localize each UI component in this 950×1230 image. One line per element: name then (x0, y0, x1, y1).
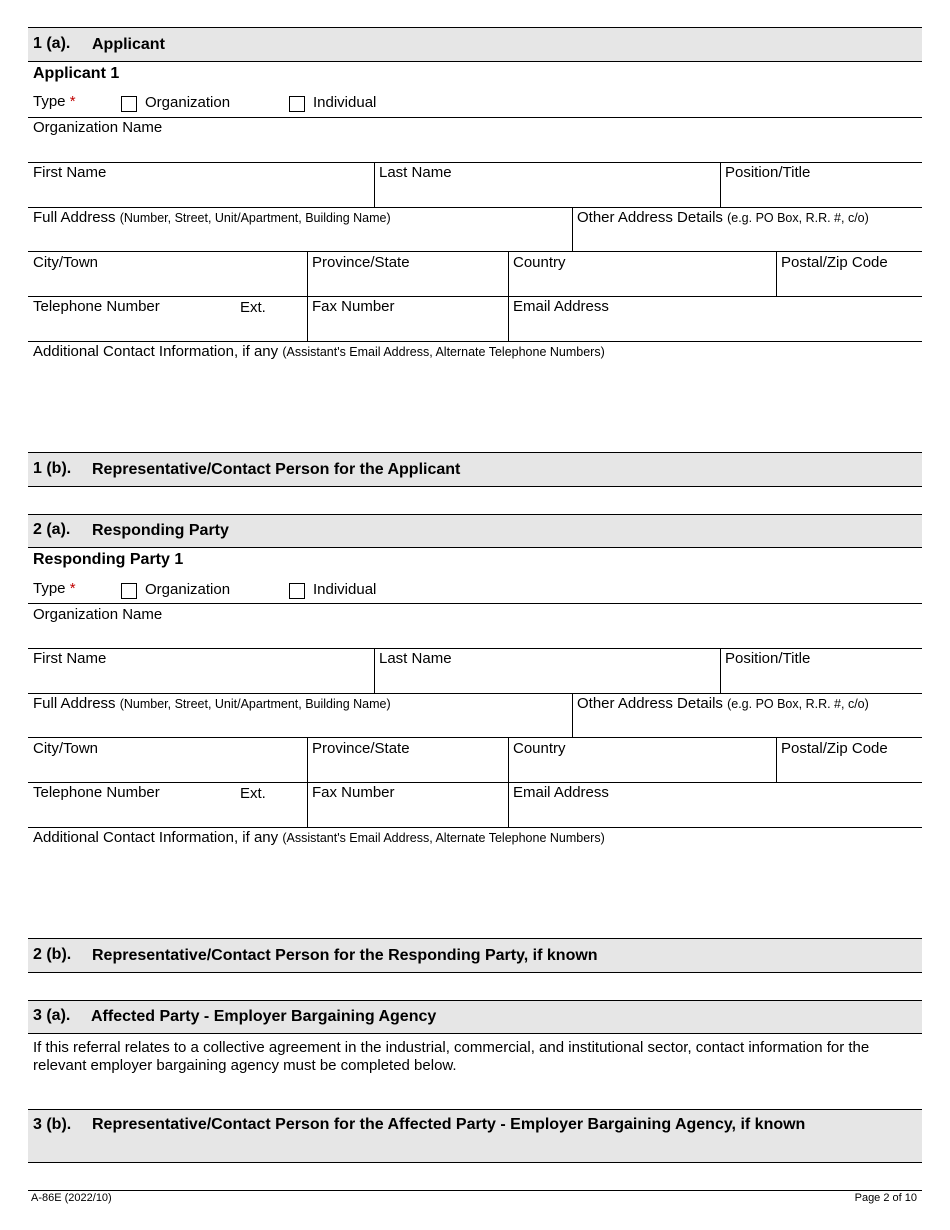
page-number: Page 2 of 10 (854, 1192, 917, 1204)
type-label: Type * (33, 93, 76, 110)
telephone-field[interactable] (28, 783, 307, 827)
last-name-label: Last Name (379, 164, 452, 181)
country-label: Country (513, 740, 566, 757)
individual-checkbox[interactable] (289, 96, 305, 112)
city-field[interactable] (28, 738, 307, 782)
first-name-label: First Name (33, 650, 107, 667)
additional-info-field[interactable] (28, 828, 922, 938)
organization-option-label: Organization (145, 94, 231, 111)
section-title: Representative/Contact Person for the Responding Party, if known (92, 947, 598, 964)
full-address-label: Full Address (Number, Street, Unit/Apartment, Building Name) (33, 695, 391, 712)
section-title: Representative/Contact Person for the Applicant (92, 461, 461, 478)
individual-option-label: Individual (313, 581, 377, 598)
first-name-label: First Name (33, 164, 107, 181)
full-address-label: Full Address (Number, Street, Unit/Apartment, Building Name) (33, 209, 391, 226)
postal-code-field[interactable] (777, 252, 922, 296)
section-header-2a (28, 514, 922, 548)
fax-label: Fax Number (312, 784, 395, 801)
organization-name-field[interactable] (28, 118, 922, 162)
other-address-label: Other Address Details (e.g. PO Box, R.R. #, c/o) (577, 209, 869, 226)
section-header-3b (28, 1109, 922, 1163)
fax-field[interactable] (308, 297, 508, 341)
country-label: Country (513, 254, 566, 271)
last-name-field[interactable] (375, 163, 720, 207)
additional-info-field[interactable] (28, 342, 922, 452)
responding-party-subtitle: Responding Party 1 (33, 551, 184, 568)
postal-code-label: Postal/Zip Code (781, 254, 888, 271)
section-header-2b (28, 938, 922, 973)
position-title-label: Position/Title (725, 164, 811, 181)
first-name-field[interactable] (28, 649, 374, 693)
required-marker: * (69, 93, 76, 110)
section-title: Applicant (92, 36, 165, 53)
required-marker: * (69, 580, 76, 597)
last-name-field[interactable] (375, 649, 720, 693)
organization-option-label: Organization (145, 581, 231, 598)
telephone-label: Telephone Number (33, 298, 160, 315)
extension-label: Ext. (240, 785, 266, 802)
position-title-field[interactable] (721, 649, 922, 693)
organization-checkbox[interactable] (121, 583, 137, 599)
section-number: 3 (a). (33, 1007, 71, 1024)
section-header-1b (28, 452, 922, 487)
section-3a-note: If this referral relates to a collective agreement in the industrial, commercial, and institutional sector, contact information for the relevant employer bargaining agency must be completed below. (33, 1039, 870, 1074)
section-number: 3 (b). (33, 1116, 72, 1133)
section-title: Representative/Contact Person for the Affected Party - Employer Bargaining Agency, if known (92, 1116, 806, 1133)
email-label: Email Address (513, 784, 609, 801)
province-field[interactable] (308, 252, 508, 296)
postal-code-field[interactable] (777, 738, 922, 782)
last-name-label: Last Name (379, 650, 452, 667)
section-title: Responding Party (92, 522, 229, 539)
telephone-field[interactable] (28, 297, 307, 341)
section-number: 2 (a). (33, 521, 71, 538)
applicant-subtitle: Applicant 1 (33, 65, 120, 82)
email-field[interactable] (509, 783, 922, 827)
fax-label: Fax Number (312, 298, 395, 315)
additional-info-label: Additional Contact Information, if any (Assistant's Email Address, Alternate Telephone Numbers) (33, 829, 605, 846)
first-name-field[interactable] (28, 163, 374, 207)
position-title-field[interactable] (721, 163, 922, 207)
organization-name-field[interactable] (28, 604, 922, 648)
province-field[interactable] (308, 738, 508, 782)
extension-label: Ext. (240, 299, 266, 316)
province-label: Province/State (312, 254, 410, 271)
other-address-label: Other Address Details (e.g. PO Box, R.R. #, c/o) (577, 695, 869, 712)
position-title-label: Position/Title (725, 650, 811, 667)
province-label: Province/State (312, 740, 410, 757)
country-field[interactable] (509, 252, 776, 296)
individual-option-label: Individual (313, 94, 377, 111)
city-field[interactable] (28, 252, 307, 296)
email-label: Email Address (513, 298, 609, 315)
individual-checkbox[interactable] (289, 583, 305, 599)
additional-info-label: Additional Contact Information, if any (Assistant's Email Address, Alternate Telephone Numbers) (33, 343, 605, 360)
city-label: City/Town (33, 740, 99, 757)
email-field[interactable] (509, 297, 922, 341)
fax-field[interactable] (308, 783, 508, 827)
telephone-label: Telephone Number (33, 784, 160, 801)
form-code: A-86E (2022/10) (31, 1192, 112, 1204)
section-number: 2 (b). (33, 946, 72, 963)
city-label: City/Town (33, 254, 99, 271)
postal-code-label: Postal/Zip Code (781, 740, 888, 757)
organization-checkbox[interactable] (121, 96, 137, 112)
organization-name-label: Organization Name (33, 119, 163, 136)
section-header-1a (28, 27, 922, 62)
country-field[interactable] (509, 738, 776, 782)
section-title: Affected Party - Employer Bargaining Agency (91, 1008, 437, 1025)
full-address-field[interactable] (28, 694, 572, 737)
other-address-field[interactable] (573, 694, 922, 737)
section-number: 1 (b). (33, 460, 72, 477)
section-header-3a (28, 1000, 922, 1034)
organization-name-label: Organization Name (33, 606, 163, 623)
full-address-field[interactable] (28, 208, 572, 251)
type-label: Type * (33, 580, 76, 597)
other-address-field[interactable] (573, 208, 922, 251)
section-number: 1 (a). (33, 35, 71, 52)
